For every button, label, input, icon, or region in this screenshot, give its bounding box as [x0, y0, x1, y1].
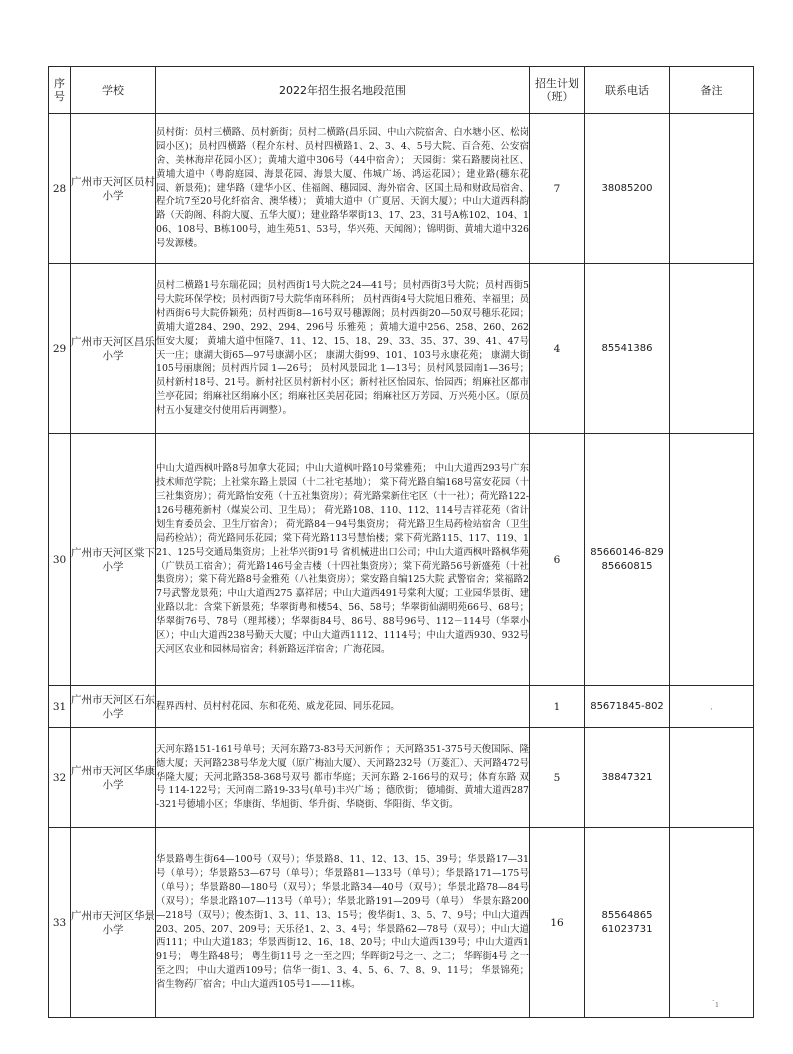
header-no: 序号 — [49, 67, 71, 114]
header-scope: 2022年招生报名地段范围 — [156, 67, 530, 114]
row-number: 31 — [49, 686, 71, 728]
contact-phone: 85564865 61023731 — [585, 828, 670, 1018]
class-plan: 5 — [530, 728, 585, 828]
school-name: 广州市天河区昌乐小学 — [71, 264, 156, 434]
school-name: 广州市天河区石东小学 — [71, 686, 156, 728]
contact-phone: 85660146-829 85660815 — [585, 434, 670, 686]
class-plan: 16 — [530, 828, 585, 1018]
class-plan: 6 — [530, 434, 585, 686]
remark — [670, 728, 754, 828]
row-number: 28 — [49, 114, 71, 264]
row-number: 29 — [49, 264, 71, 434]
enrollment-scope: 华景路粤生街64—100号（双号）；华景路8、11、12、13、15、39号；华景路17—31号（单号）；华景路53—67号（单号）；华景路81—133号（单号）；华景路171—175号（单号）；华景路80—180号（双号）；华景北路34—40号（双号）；华景北路78—84号（双号）；华景北路107—113号（单号）；华景北路191—209号（单号） 华景东路200—218号（双号）；俊杰街1、3、11、13、15号；俊华街1、3、5、7、9号；中山大道西203、205、207、209号；天乐径1、2、3、4号；华景路62—78号（双号）；中山大道西111；中山大道183；华景西街12、16、18、20号；中山大道西139号；中山大道西191号； 粤生路48号； 粤生街11号 之一至之四；华晖街2号之一、之二； 华晖街4号 之一至之四； 中山大道西109号；信华一街1、3、4、5、6、7、8、9、11号； 华景锦苑；省生物药厂宿舍；中山大道西105号1——11栋。 — [156, 828, 530, 1018]
class-plan: 1 — [530, 686, 585, 728]
enrollment-scope: 员村街：员村三横路、员村新街；员村二横路(昌乐园、中山六院宿舍、白水塘小区、松岗园小区)；员村四横路（程介东村、员村四横路1、2、3、4、5号大院、百合苑、公安宿舍、美林海岸花园小区）；黄埔大道中306号（44中宿舍）； 天园街：棠石路腰岗社区、 黄埔大道中（粤韵庭园、海景花园、海景大厦、伟城广场、鸿运花园）；建业路(穗东花园、新景苑)；建华路（建华小区、佳福阁、穗园园、海外宿舍、区国土局和财政局宿舍、程介坑7至20号化纤宿舍、澳华楼）； 黄埔大道中（广夏居、天润大厦）；中山大道西科韵路（天韵阁、科韵大厦、五华大厦）；建业路华翠街13、17、23、31号A栋102、104、106、108号、B栋100号，迪生苑51、53号，华兴苑、天闻阁）；锦明街、黄埔大道中326号发源楼。 — [156, 114, 530, 264]
remark — [670, 434, 754, 686]
row-number: 32 — [49, 728, 71, 828]
class-plan: 4 — [530, 264, 585, 434]
table-row — [49, 264, 754, 434]
enrollment-scope: 程界西村、员村村花园、东和花苑、威龙花园、同乐花园。 — [156, 686, 530, 728]
school-name: 广州市天河区棠下小学 — [71, 434, 156, 686]
table-row — [49, 114, 754, 264]
header-note: 备注 — [670, 67, 754, 114]
table-row — [49, 686, 754, 728]
table-row — [49, 728, 754, 828]
school-name: 广州市天河区华景小学 — [71, 828, 156, 1018]
enrollment-scope: 中山大道西枫叶路8号加拿大花园；中山大道枫叶路10号棠雅苑； 中山大道西293号广东技术师范学院；上社棠东路上景园（十二社宅基地）； 棠下荷光路自编168号富安花园（十三社集资房）；荷光路怡安苑（十五社集资房）；荷光路棠新住宅区（十一社）；荷光路122-126号穗苑新村（煤炭公司、卫生局）； 荷光路108、110、112、114号吉祥花苑（省计划生育委员会、卫生厅宿舍）； 荷光路84－94号集资房； 荷光路卫生局药检站宿舍（卫生局药检站）；荷光路同乐花园；棠下荷光路113号慧怡楼；棠下荷光路115、117、119、121、125号交通局集资房；上社华兴街91号 省机械进出口公司；中山大道西枫叶路枫华苑（广铁员工宿舍）；荷光路146号金吉楼（十四社集资房）；棠下荷光路56号新盛苑（十社集资房）；棠下荷光路8号金雅苑（八社集资房）；棠安路自编125大院 武警宿舍；棠福路27号武警龙景苑；中山大道西275 嘉祥居；中山大道西491号棠利大厦；工业园华景街、建业路以北：含棠下新景苑；华翠街粤和楼54、56、58号；华翠街仙湖明苑66号、68号；华翠街76号、78号（理邦楼）；华翠街84号、86号、88号96号、112－114号（华翠小区）；中山大道西238号勤天大厦；中山大道西1112、1114号；中山大道西930、932号天河区农业和园林局宿舍；科新路远洋宿舍；广海花园。 — [156, 434, 530, 686]
enrollment-scope: 员村二横路1号东瑞花园；员村西街1号大院之24—41号；员村西街3号大院；员村西街5号大院环保学校；员村西街7号大院华南环科所； 员村西街4号大院旭日雅苑、幸福里；员村西街6号大院侨颖苑；员村西街8—16号双号穗源阁；员村西街20—50双号穗乐花园；黄埔大道284、290、292、294、296号 乐雅苑 ；黄埔大道中256、258、260、262恒安大厦； 黄埔大道中恒隆7、11、12、15、18、29、33、35、37、39、41、47号 天一庄；康湖大街65—97号康湖小区； 康湖大街99、101、103号永康花苑； 康湖大街105号丽康阁；员村西片园 1—26号； 员村风景园北 1—13号；员村风景园南1—36号； 员村新村18号、21号。新村社区员村新村小区；新村社区怡园东、怡园西；绢麻社区都市兰亭花园；绢麻社区绢麻小区；绢麻社区美居花园；绢麻社区万芳园、万兴苑小区。（原员村五小复建交付使用后再调整）。 — [156, 264, 530, 434]
contact-phone: 85541386 — [585, 264, 670, 434]
contact-phone: 38847321 — [585, 728, 670, 828]
header-school: 学校 — [71, 67, 156, 114]
enrollment-table — [48, 66, 754, 1018]
contact-phone: 38085200 — [585, 114, 670, 264]
header-phone: 联系电话 — [585, 67, 670, 114]
remark — [670, 686, 754, 728]
header-row — [49, 67, 754, 114]
row-number: 33 — [49, 828, 71, 1018]
school-name: 广州市天河区华康小学 — [71, 728, 156, 828]
table-row — [49, 434, 754, 686]
remark — [670, 264, 754, 434]
row-number: 30 — [49, 434, 71, 686]
school-name: 广州市天河区员村小学 — [71, 114, 156, 264]
class-plan: 7 — [530, 114, 585, 264]
remark — [670, 828, 754, 1018]
page-corner-mark: ˙ı — [711, 1000, 719, 1010]
contact-phone: 85671845-802 — [585, 686, 670, 728]
enrollment-scope: 天河东路151-161号单号；天河东路73-83号天河新作 ；天河路351-375号天俊国际、隆德大厦；天河路238号华龙大厦（原广梅汕大厦）、天河路232号（万菱汇）、天河路472号华隆大厦；天河北路358-368号双号 都市华庭；天河东路 2-166号的双号；体育东路 双号 114-122号；天河南二路19-33号(单号)丰兴广场 ；德欣街； 德埔街、黄埔大道西287-321号德埔小区；华康街、华旭街、华升街、华晓街、华阳街、华文街。 — [156, 728, 530, 828]
remark — [670, 114, 754, 264]
table-row — [49, 828, 754, 1018]
scan-mark: · — [710, 705, 713, 715]
header-plan: 招生计划（班） — [530, 67, 585, 114]
